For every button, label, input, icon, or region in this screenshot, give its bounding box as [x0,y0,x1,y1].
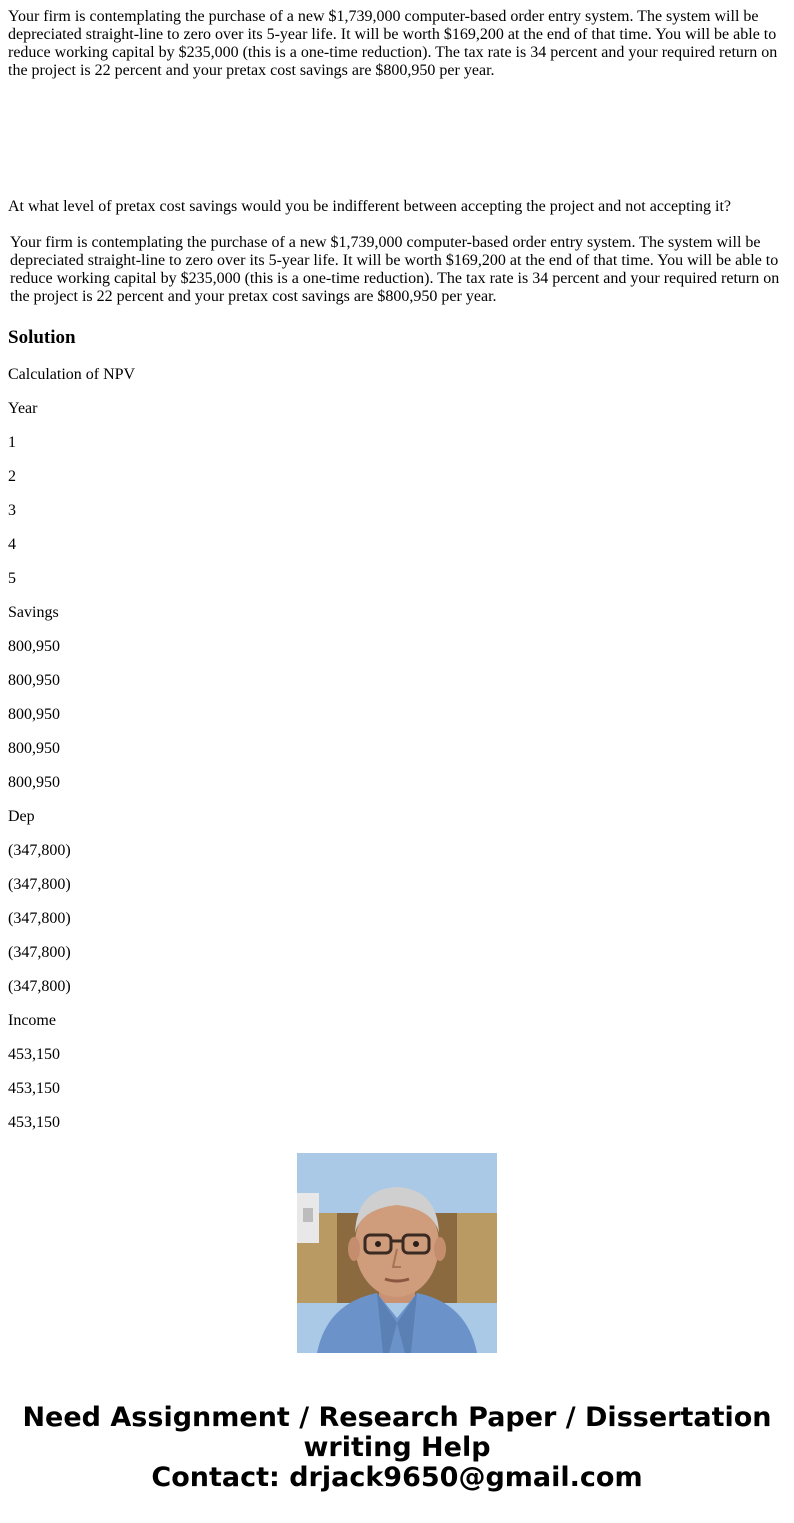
solution-line: 5 [8,570,16,587]
solution-line: 453,150 [8,1114,60,1131]
solution-line: 800,950 [8,672,60,689]
solution-line: 1 [8,434,16,451]
promo-banner [0,1403,794,1493]
promo-line-1: Need Assignment / Research Paper / Dissertation [22,1402,772,1433]
solution-line: 2 [8,468,16,485]
solution-line: Dep [8,808,35,825]
solution-line: 3 [8,502,16,519]
author-avatar [297,1153,497,1353]
solution-line: (347,800) [8,978,71,995]
solution-line: Income [8,1012,56,1029]
solution-line: (347,800) [8,876,71,893]
solution-line: (347,800) [8,910,71,927]
solution-line: 4 [8,536,16,553]
question-text: Your firm is contemplating the purchase of a new $1,739,000 computer-based order entry system. The system will be depreciated straight-line to zero over its 5-year life. It will be worth $169,200 at the end of that time. You will be able to reduce working capital by $235,000 (this is a one-time reduction). The tax rate is 34 percent and your required return on the project is 22 percent and your pretax cost savings are $800,950 per year. [8,8,778,79]
solution-line: 800,950 [8,706,60,723]
solution-line: (347,800) [8,842,71,859]
solution-line: Calculation of NPV [8,366,136,383]
promo-line-2: writing Help [303,1432,491,1463]
solution-line: (347,800) [8,944,71,961]
solution-line: 800,950 [8,740,60,757]
solution-line: Savings [8,604,59,621]
promo-contact: Contact: drjack9650@gmail.com [151,1462,643,1493]
question-text-repeat: Your firm is contemplating the purchase of a new $1,739,000 computer-based order entry system. The system will be depreciated straight-line to zero over its 5-year life. It will be worth $169,200 at the end of that time. You will be able to reduce working capital by $235,000 (this is a one-time reduction). The tax rate is 34 percent and your required return on the project is 22 percent and your pretax cost savings are $800,950 per year. [10,234,780,305]
solution-line: 800,950 [8,774,60,791]
question-prompt: At what level of pretax cost savings would you be indifferent between accepting the project and not accepting it? [8,198,732,215]
author-photo [297,1153,497,1353]
solution-body [8,366,786,1131]
solution-line: Year [8,400,38,417]
solution-line: 453,150 [8,1080,60,1097]
solution-line: 453,150 [8,1046,60,1063]
solution-heading: Solution [8,327,76,348]
solution-line: 800,950 [8,638,60,655]
